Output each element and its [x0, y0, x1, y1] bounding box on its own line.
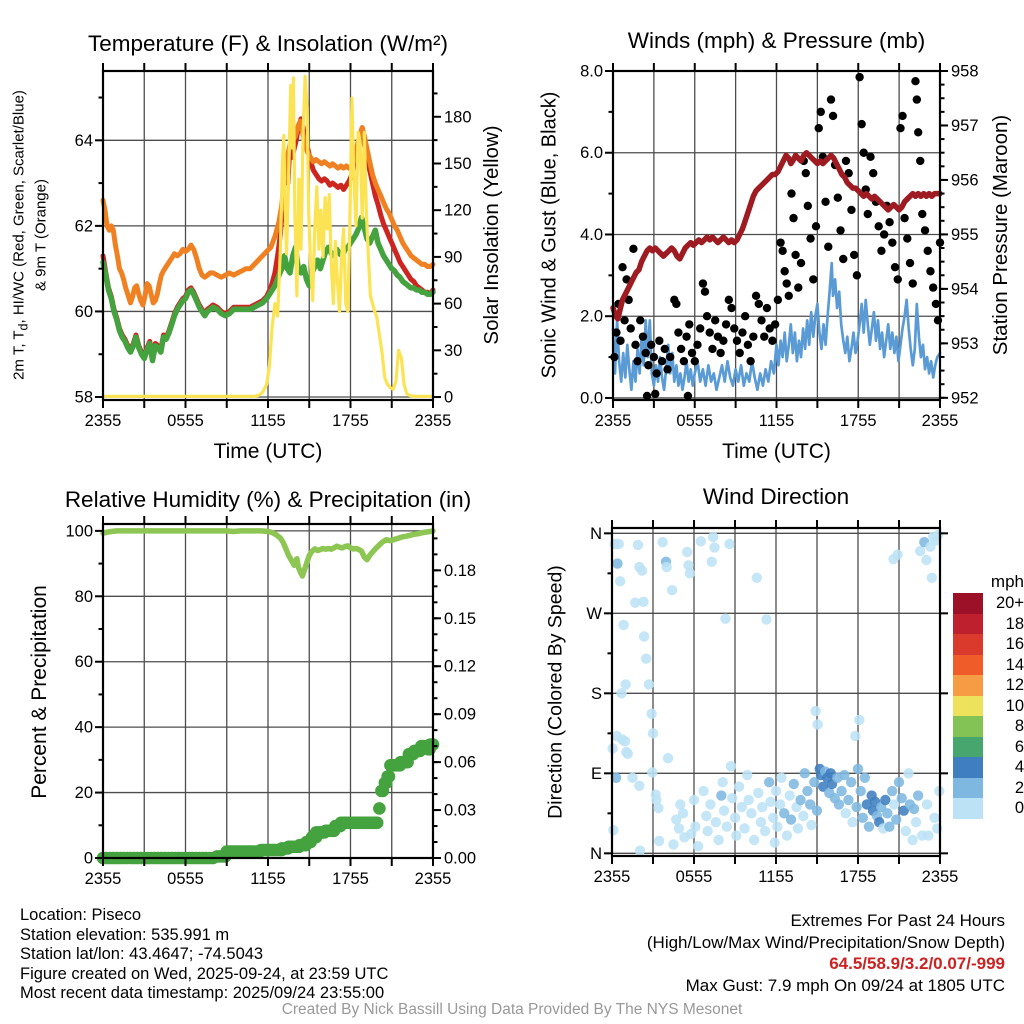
- colorbar-label-18: 18: [1005, 614, 1024, 633]
- wind-direction-plot: [586, 524, 959, 886]
- svg-text:60: 60: [74, 302, 93, 321]
- station-location: Location: Piseco: [20, 906, 142, 924]
- colorbar-label-2: 2: [1014, 778, 1024, 797]
- credit-line: Created By Nick Bassill Using Data Provided By The NYS Mesonet: [281, 1001, 743, 1018]
- svg-text:2355: 2355: [414, 870, 452, 888]
- svg-text:60: 60: [74, 653, 93, 672]
- svg-text:0: 0: [444, 388, 454, 407]
- svg-text:956: 956: [951, 171, 979, 190]
- svg-text:2355: 2355: [593, 868, 631, 886]
- svg-text:180: 180: [444, 108, 472, 127]
- svg-text:30: 30: [444, 341, 463, 360]
- temp-chart-title: Temperature (F) & Insolation (W/m²): [87, 31, 449, 56]
- colorbar-label-20+: 20+: [996, 594, 1024, 612]
- max-gust-line: Max Gust: 7.9 mph On 09/24 at 1805 UTC: [685, 975, 1005, 995]
- svg-text:0.15: 0.15: [444, 609, 477, 628]
- humidity-precip-plot: [65, 522, 477, 888]
- colorbar-swatch-20+: [953, 593, 983, 614]
- svg-text:2355: 2355: [594, 412, 632, 430]
- winds-pressure-plot: [580, 62, 979, 430]
- figure-created-time: Figure created on Wed, 2025-09-24, at 23:59 UTC: [20, 964, 389, 983]
- direction-y-axis-label: Direction (Colored By Speed): [544, 565, 567, 819]
- temp-chart-y-axis-label: [11, 90, 50, 380]
- colorbar-label-0: 0: [1014, 799, 1024, 817]
- colorbar-label-6: 6: [1014, 737, 1024, 756]
- direction-chart-title: Wind Direction: [702, 484, 850, 509]
- colorbar-swatch-0: [953, 798, 983, 819]
- rh-y-axis-label: Percent & Precipitation: [28, 585, 51, 799]
- colorbar-swatch-12: [953, 675, 983, 696]
- svg-text:0555: 0555: [167, 412, 204, 430]
- svg-text:0.06: 0.06: [444, 753, 477, 772]
- station-elevation: Station elevation: 535.991 m: [20, 925, 230, 944]
- colorbar-swatch-14: [953, 655, 983, 676]
- colorbar-label-12: 12: [1005, 676, 1024, 694]
- svg-text:100: 100: [65, 522, 93, 541]
- svg-text:0555: 0555: [676, 412, 714, 430]
- svg-text:0.00: 0.00: [444, 849, 477, 868]
- svg-text:0: 0: [83, 849, 93, 868]
- svg-text:2355: 2355: [414, 412, 452, 430]
- svg-text:1755: 1755: [839, 868, 877, 886]
- svg-text:W: W: [586, 604, 602, 623]
- colorbar-swatch-16: [953, 634, 983, 655]
- svg-text:0.0: 0.0: [580, 389, 603, 408]
- svg-text:1755: 1755: [839, 412, 877, 430]
- svg-text:955: 955: [951, 225, 979, 244]
- colorbar-swatch-6: [953, 737, 983, 758]
- svg-text:2355: 2355: [84, 870, 122, 888]
- svg-text:8.0: 8.0: [580, 62, 603, 81]
- svg-text:0.09: 0.09: [444, 705, 477, 724]
- svg-text:953: 953: [951, 334, 979, 353]
- extremes-heading: Extremes For Past 24 Hours: [790, 911, 1005, 930]
- colorbar-label-10: 10: [1005, 696, 1024, 715]
- temp-chart-x-axis-label: Time (UTC): [213, 440, 323, 463]
- colorbar-swatch-4: [953, 757, 983, 778]
- svg-text:4.0: 4.0: [580, 225, 603, 244]
- svg-text:N: N: [590, 844, 602, 863]
- temp-y-label-line1: 2m T, $T_d$, HI/WC (Red, Green, Scarlet/Blue): [10, 90, 31, 380]
- svg-text:1155: 1155: [250, 412, 286, 430]
- colorbar-label-4: 4: [1014, 758, 1024, 776]
- svg-text:952: 952: [951, 389, 979, 408]
- temperature-insolation-plot: [74, 71, 472, 430]
- extremes-block: [647, 910, 1005, 996]
- station-info-block: [20, 906, 388, 1004]
- colorbar-swatch-2: [953, 778, 983, 799]
- svg-text:N: N: [590, 524, 602, 543]
- colorbar-swatch-8: [953, 716, 983, 737]
- svg-text:20: 20: [74, 784, 93, 803]
- svg-text:60: 60: [444, 295, 463, 314]
- svg-text:954: 954: [951, 280, 979, 299]
- svg-text:2.0: 2.0: [580, 307, 603, 326]
- temp-y-label-line2: & 9m T (Orange): [32, 179, 50, 292]
- extremes-subheading: (High/Low/Max Wind/Precipitation/Snow Depth): [646, 932, 1005, 952]
- colorbar-swatch-10: [953, 696, 983, 717]
- svg-text:2355: 2355: [921, 868, 959, 886]
- svg-text:0.03: 0.03: [444, 801, 477, 820]
- svg-text:0555: 0555: [167, 870, 204, 888]
- svg-text:958: 958: [951, 62, 979, 81]
- colorbar-label-8: 8: [1014, 717, 1024, 735]
- svg-text:80: 80: [74, 587, 93, 606]
- svg-text:0.18: 0.18: [444, 561, 477, 580]
- svg-text:40: 40: [74, 718, 93, 737]
- svg-text:120: 120: [444, 201, 472, 220]
- extremes-values: 64.5/58.9/3.2/0.07/-999: [829, 954, 1005, 973]
- svg-text:1155: 1155: [758, 412, 795, 430]
- svg-text:1155: 1155: [250, 870, 286, 888]
- colorbar-label-14: 14: [1005, 655, 1024, 674]
- svg-text:S: S: [590, 684, 602, 703]
- insolation-y2-axis-label: Solar Insolation (Yellow): [480, 125, 503, 345]
- svg-text:957: 957: [951, 116, 979, 135]
- station-latlon: Station lat/lon: 43.4647; -74.5043: [20, 945, 264, 963]
- svg-text:150: 150: [444, 154, 472, 173]
- svg-text:2355: 2355: [921, 412, 959, 430]
- colorbar-label-16: 16: [1005, 635, 1024, 653]
- svg-text:1755: 1755: [332, 412, 369, 430]
- svg-text:0555: 0555: [675, 868, 713, 886]
- colorbar-swatch-18: [953, 614, 983, 635]
- recent-data-timestamp: Most recent data timestamp: 2025/09/24 23:55:00: [20, 984, 385, 1002]
- colorbar-title: mph: [990, 572, 1024, 591]
- svg-text:64: 64: [74, 131, 93, 150]
- svg-text:E: E: [590, 764, 602, 783]
- wind-chart-title: Winds (mph) & Pressure (mb): [627, 28, 926, 53]
- pressure-y2-axis-label: Station Pressure (Maroon): [989, 114, 1012, 356]
- svg-text:1755: 1755: [332, 870, 369, 888]
- svg-text:62: 62: [74, 217, 93, 236]
- svg-text:6.0: 6.0: [580, 144, 603, 163]
- svg-text:90: 90: [444, 248, 463, 267]
- wind-y-axis-label: Sonic Wind & Gust (Blue, Black): [538, 91, 561, 379]
- svg-text:0.12: 0.12: [444, 657, 477, 676]
- wind-chart-x-axis-label: Time (UTC): [722, 440, 831, 463]
- subscript-d: d: [16, 323, 31, 331]
- svg-text:58: 58: [74, 388, 93, 407]
- rh-chart-title: Relative Humidity (%) & Precipitation (in): [64, 487, 472, 512]
- svg-text:1155: 1155: [758, 868, 794, 886]
- svg-text:2355: 2355: [84, 412, 122, 430]
